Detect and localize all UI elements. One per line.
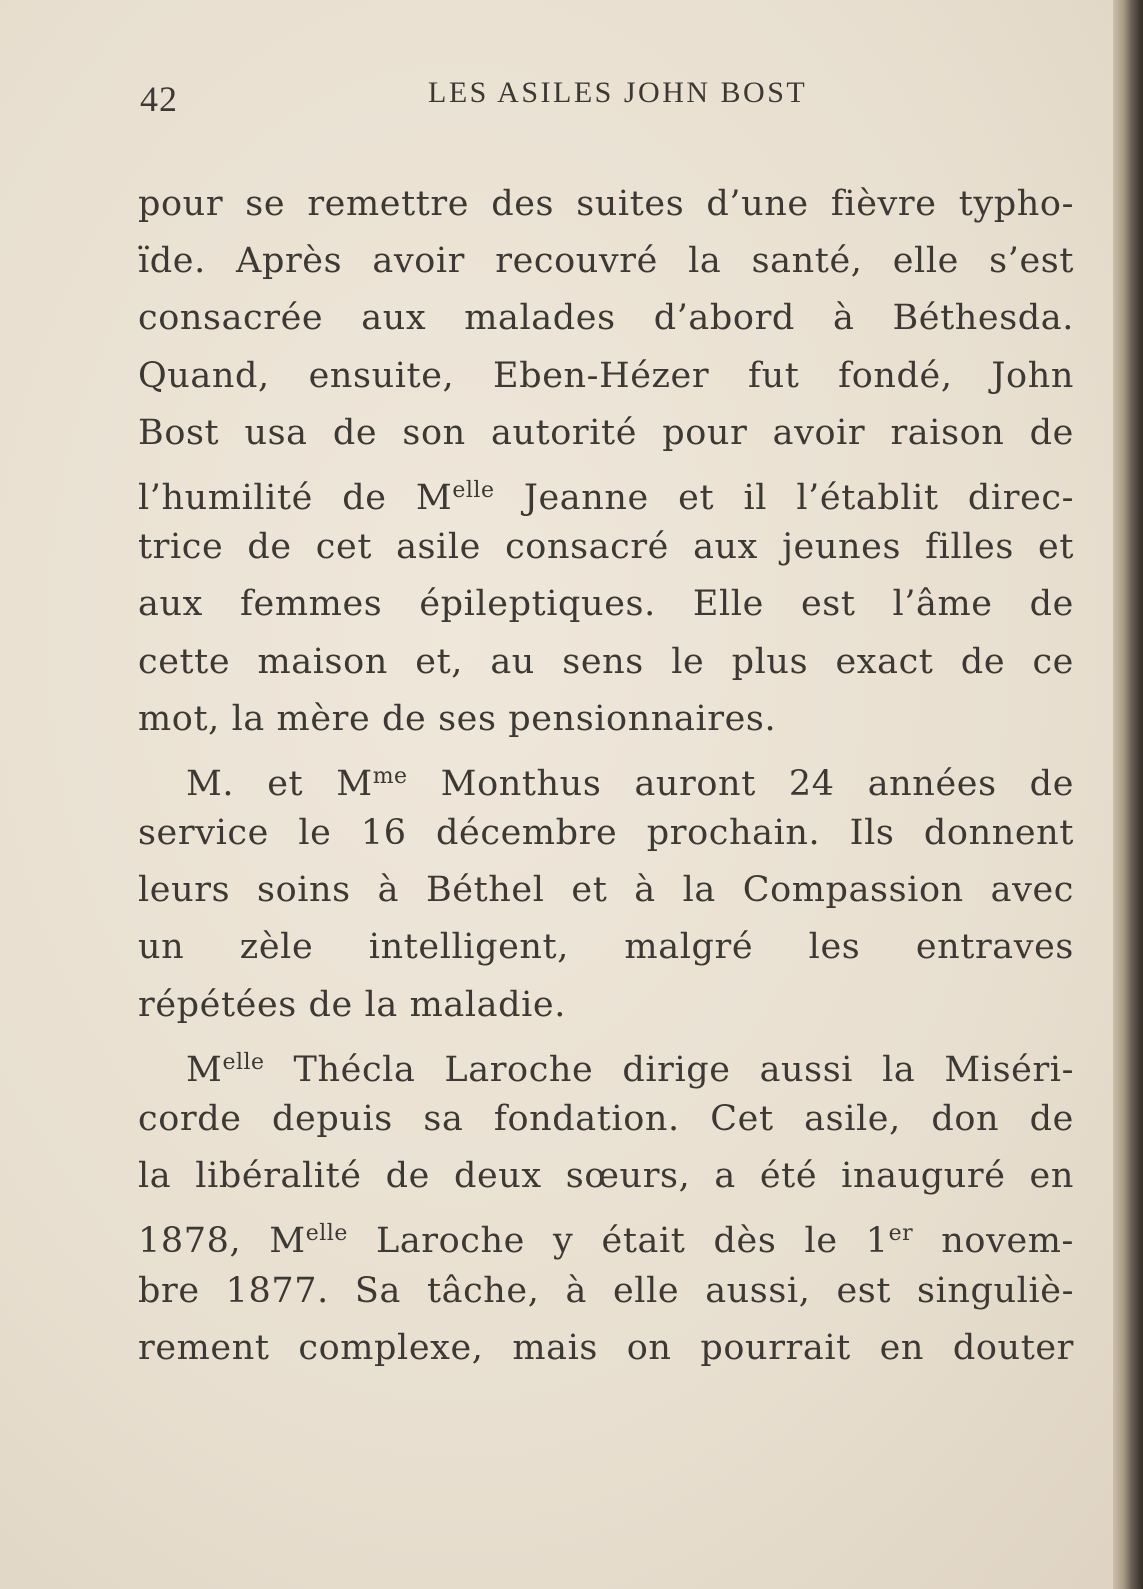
text-line: rement complexe, mais on pourrait en douter — [138, 1327, 1074, 1368]
text-segment: M — [186, 1049, 223, 1090]
text-segment: M. et M — [186, 763, 373, 804]
superscript: elle — [305, 1221, 348, 1247]
page-edge-binding — [1113, 0, 1143, 1589]
text-line: pour se remettre des suites d’une fièvre typho- — [138, 184, 1074, 224]
text-line: Bost usa de son autorité pour avoir raison de — [138, 412, 1074, 453]
text-line: répétées de la maladie. — [138, 984, 566, 1025]
text-line: ïde. Après avoir recouvré la santé, elle s’est — [138, 241, 1074, 282]
text-segment: 1878, M — [138, 1221, 306, 1262]
text-line — [138, 1205, 1074, 1262]
superscript: elle — [222, 1049, 265, 1075]
superscript: me — [372, 763, 408, 789]
text-segment: Monthus auront 24 années de — [407, 763, 1075, 804]
text-line: Quand, ensuite, Eben-Hézer fut fondé, John — [138, 355, 1074, 396]
text-segment: Thécla Laroche dirige aussi la Miséri- — [264, 1049, 1074, 1090]
text-line: trice de cet asile consacré aux jeunes filles et — [138, 527, 1074, 568]
running-head-title: LES ASILES JOHN BOST — [428, 76, 808, 109]
text-segment: l’humilité de M — [138, 477, 453, 518]
text-line: mot, la mère de ses pensionnaires. — [138, 698, 777, 739]
text-line: consacrée aux malades d’abord à Béthesda. — [138, 298, 1074, 339]
text-line — [138, 462, 1074, 519]
text-line: corde depuis sa fondation. Cet asile, don de — [138, 1099, 1074, 1139]
text-line: cette maison et, au sens le plus exact de ce — [138, 641, 1074, 682]
superscript: elle — [452, 477, 495, 503]
text-segment: Jeanne et il l’établit direc- — [494, 477, 1075, 518]
text-line: leurs soins à Béthel et à la Compassion avec — [138, 870, 1074, 911]
superscript: er — [888, 1221, 914, 1247]
running-header — [0, 72, 1143, 119]
text-line — [138, 1034, 1074, 1091]
text-line — [138, 748, 1074, 805]
body-text — [138, 176, 1074, 1377]
text-segment: 1 — [865, 1221, 889, 1262]
text-segment: novem- — [913, 1221, 1074, 1262]
text-segment: Laroche y était dès le — [347, 1221, 866, 1262]
text-line: un zèle intelligent, malgré les entraves — [138, 927, 1074, 968]
text-line: aux femmes épileptiques. Elle est l’âme de — [138, 584, 1074, 625]
page-number: 42 — [140, 79, 178, 119]
text-line: bre 1877. Sa tâche, à elle aussi, est singuliè- — [138, 1270, 1074, 1311]
text-line: la libéralité de deux sœurs, a été inauguré en — [138, 1156, 1074, 1197]
text-line: service le 16 décembre prochain. Ils donnent — [138, 813, 1074, 854]
